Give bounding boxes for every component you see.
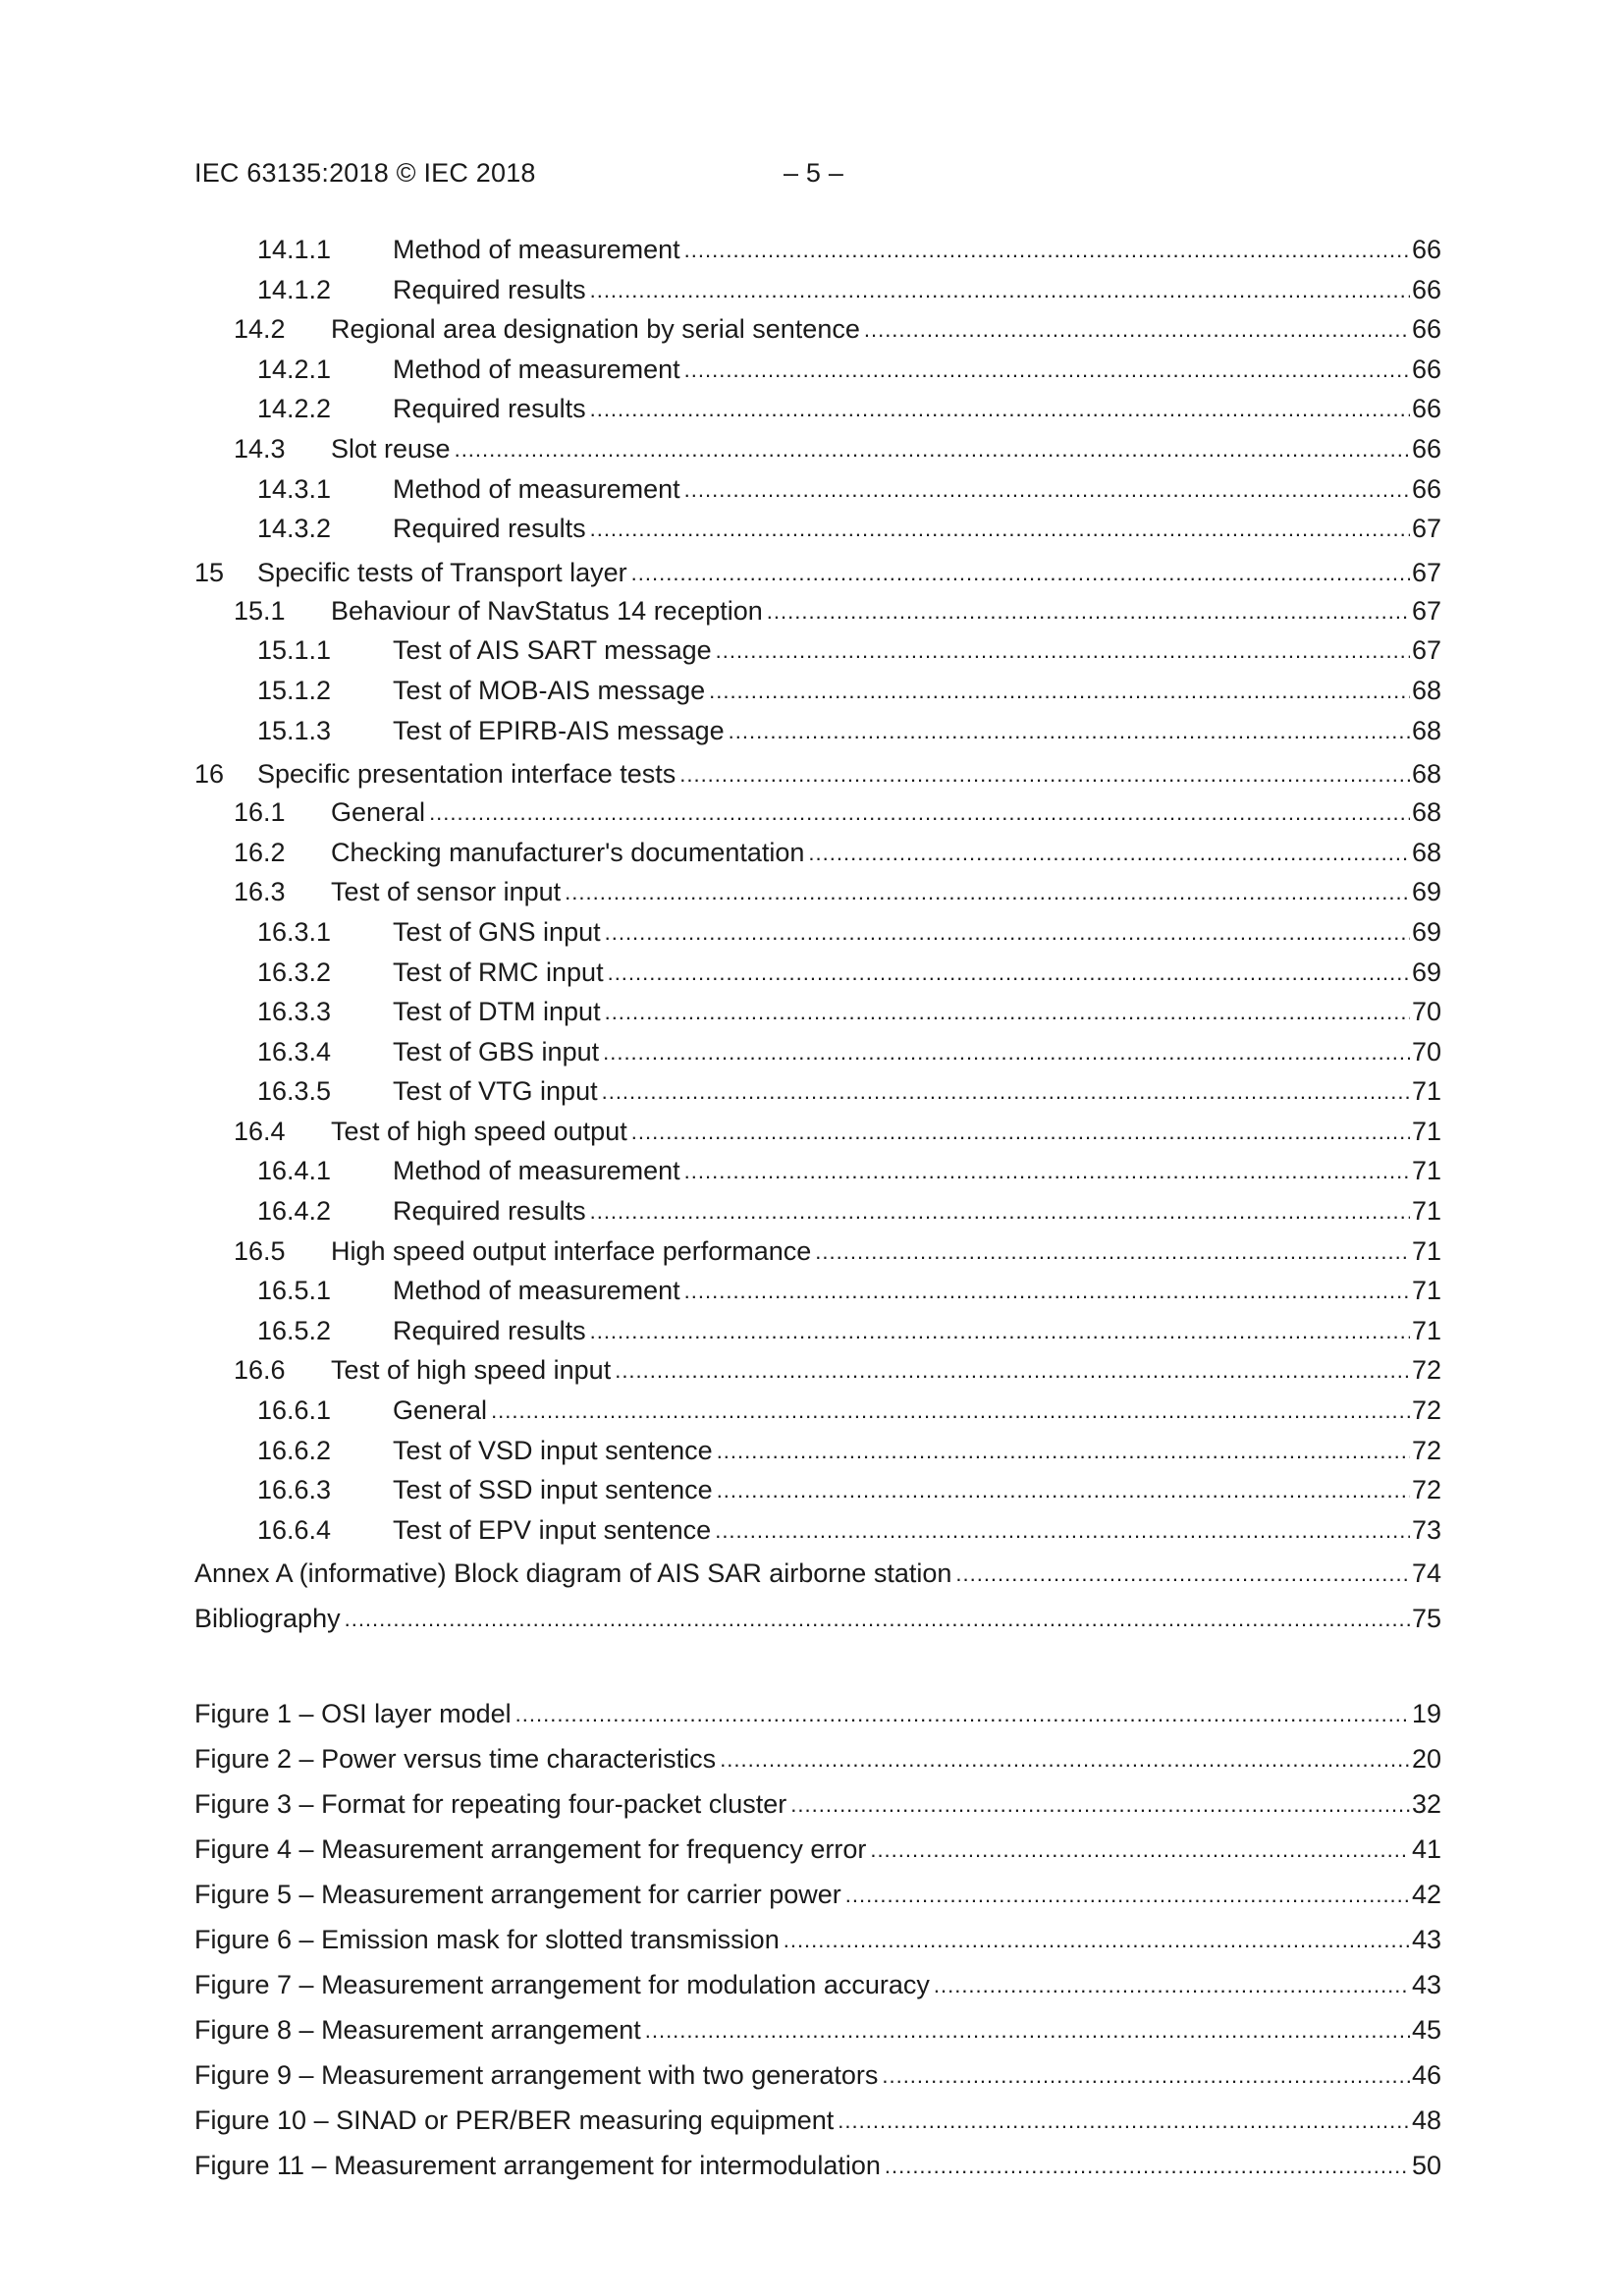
toc-entry[interactable]: [194, 230, 1441, 270]
figure-title: Figure 3 – Format for repeating four-packet cluster: [194, 1789, 787, 1819]
dot-leader: [605, 918, 1410, 944]
toc-entry[interactable]: [194, 872, 1441, 912]
toc-entry-number: 16.6: [234, 1355, 286, 1386]
toc-entry[interactable]: [194, 591, 1441, 631]
dot-leader: [590, 276, 1410, 301]
toc-entry[interactable]: [194, 350, 1441, 390]
toc-entry-page: 69: [1411, 877, 1441, 907]
toc-entry[interactable]: [194, 953, 1441, 993]
dot-leader: [631, 559, 1410, 584]
toc-entry-number: 14.2.1: [257, 354, 332, 384]
toc-entry-title: High speed output interface performance: [331, 1235, 812, 1266]
dot-leader: [608, 958, 1410, 984]
dot-leader: [684, 1277, 1410, 1302]
toc-entry-title: Test of MOB-AIS message: [393, 675, 706, 705]
toc-entry-title: Method of measurement: [393, 473, 680, 504]
figure-title: Figure 4 – Measurement arrangement for frequency error: [194, 1834, 867, 1864]
toc-entry-title: Annex A (informative) Block diagram of AIS SAR airborne station: [194, 1558, 952, 1589]
figure-page: 43: [1411, 1925, 1441, 1954]
toc-entry-number: 16.5.2: [257, 1315, 332, 1345]
toc-entry-title: Test of VSD input sentence: [393, 1435, 713, 1465]
toc-entry-title: Regional area designation by serial sentence: [331, 314, 860, 345]
toc-entry-number: 16.3.3: [257, 997, 332, 1027]
toc-entry[interactable]: [194, 750, 1441, 793]
dot-leader: [645, 2016, 1410, 2042]
toc-entry-title: Specific tests of Transport layer: [257, 557, 627, 587]
figure-list-entry[interactable]: [194, 1736, 1441, 1781]
toc-entry-title: Test of GBS input: [393, 1036, 600, 1066]
toc-entry-number: 16.3: [234, 877, 286, 907]
toc-entry-page: 73: [1411, 1514, 1441, 1545]
dot-leader: [684, 475, 1410, 501]
table-of-contents: [194, 230, 1441, 1639]
dot-leader: [882, 2061, 1410, 2087]
toc-entry[interactable]: [194, 270, 1441, 310]
toc-entry-page: 71: [1411, 1116, 1441, 1146]
toc-entry-title: Method of measurement: [393, 235, 680, 264]
toc-entry-number: 16.3.2: [257, 957, 332, 987]
toc-entry-page: 68: [1411, 675, 1441, 705]
figure-title: Figure 1 – OSI layer model: [194, 1699, 512, 1728]
toc-entry-title: Required results: [393, 394, 586, 424]
figure-page: 19: [1411, 1699, 1441, 1728]
toc-entry-number: 14.3.1: [257, 473, 332, 504]
toc-entry[interactable]: [194, 1191, 1441, 1231]
dot-leader: [684, 355, 1410, 381]
toc-entry-title: Required results: [393, 1196, 586, 1227]
toc-entry[interactable]: [194, 469, 1441, 510]
figure-list-entry[interactable]: [194, 1691, 1441, 1736]
toc-entry-title: Test of sensor input: [331, 877, 562, 907]
toc-entry-number: 14.3.2: [257, 514, 332, 544]
toc-entry-page: 69: [1411, 916, 1441, 947]
toc-entry-title: Behaviour of NavStatus 14 reception: [331, 595, 763, 626]
dot-leader: [808, 839, 1410, 864]
toc-entry[interactable]: [194, 833, 1441, 873]
figure-list-entry[interactable]: [194, 1872, 1441, 1917]
toc-entry-annex[interactable]: [194, 1550, 1441, 1594]
figure-title: Figure 8 – Measurement arrangement: [194, 2015, 641, 2045]
dot-leader: [605, 998, 1410, 1023]
dot-leader: [715, 1516, 1410, 1542]
dot-leader: [515, 1700, 1410, 1725]
toc-entry[interactable]: [194, 1071, 1441, 1112]
toc-entry[interactable]: [194, 1231, 1441, 1272]
dot-leader: [590, 1317, 1410, 1342]
toc-entry[interactable]: [194, 1470, 1441, 1510]
toc-entry-page: 71: [1411, 1235, 1441, 1266]
toc-entry[interactable]: [194, 1391, 1441, 1431]
toc-entry-page: 74: [1411, 1558, 1441, 1589]
toc-entry-title: Required results: [393, 1315, 586, 1345]
dot-leader: [679, 760, 1410, 786]
dot-leader: [709, 677, 1410, 702]
dot-leader: [717, 1437, 1410, 1462]
toc-entry-title: Test of GNS input: [393, 916, 601, 947]
figure-page: 43: [1411, 1970, 1441, 1999]
toc-entry[interactable]: [194, 1032, 1441, 1072]
toc-entry-page: 68: [1411, 837, 1441, 867]
dot-leader: [455, 435, 1410, 461]
toc-entry-title: Method of measurement: [393, 1276, 680, 1306]
page-header: [194, 155, 1441, 191]
toc-entry-number: 15.1.1: [257, 635, 332, 666]
toc-entry-page: 71: [1411, 1276, 1441, 1306]
toc-entry-page: 66: [1411, 354, 1441, 384]
toc-entry-page: 71: [1411, 1156, 1441, 1186]
toc-entry[interactable]: [194, 793, 1441, 833]
toc-entry[interactable]: [194, 1112, 1441, 1152]
toc-entry-title: Test of DTM input: [393, 997, 601, 1027]
toc-entry-title: Test of RMC input: [393, 957, 604, 987]
toc-entry-title: Checking manufacturer's documentation: [331, 837, 805, 867]
dot-leader: [602, 1077, 1410, 1103]
toc-entry-page: 66: [1411, 433, 1441, 464]
figure-title: Figure 5 – Measurement arrangement for carrier power: [194, 1880, 841, 1909]
toc-entry-page: 72: [1411, 1355, 1441, 1386]
toc-entry-number: 14.2: [234, 314, 286, 345]
figure-list-entry[interactable]: [194, 1781, 1441, 1827]
dot-leader: [720, 1745, 1410, 1771]
toc-entry-page: 69: [1411, 957, 1441, 987]
dot-leader: [345, 1605, 1410, 1630]
figure-list-entry[interactable]: [194, 2098, 1441, 2143]
figure-list-entry[interactable]: [194, 1827, 1441, 1872]
toc-entry-title: Test of EPV input sentence: [393, 1514, 712, 1545]
toc-entry-page: 67: [1411, 595, 1441, 626]
toc-entry[interactable]: [194, 1151, 1441, 1191]
toc-entry-title: Specific presentation interface tests: [257, 759, 676, 790]
toc-entry-number: 16.4.2: [257, 1196, 332, 1227]
figure-page: 32: [1411, 1789, 1441, 1819]
dot-leader: [631, 1118, 1410, 1143]
dot-leader: [684, 1157, 1410, 1182]
toc-entry-page: 66: [1411, 274, 1441, 304]
toc-entry-bibliography[interactable]: [194, 1594, 1441, 1639]
toc-entry-number: 16.6.2: [257, 1435, 332, 1465]
toc-entry-page: 72: [1411, 1395, 1441, 1426]
toc-entry[interactable]: [194, 992, 1441, 1032]
toc-entry-page: 67: [1411, 635, 1441, 666]
figure-page: 48: [1411, 2105, 1441, 2135]
dot-leader: [838, 2106, 1410, 2132]
toc-entry-page: 71: [1411, 1076, 1441, 1107]
list-of-figures: [194, 1691, 1441, 2188]
dot-leader: [784, 1926, 1410, 1951]
dot-leader: [885, 2152, 1410, 2177]
toc-entry-title: Test of VTG input: [393, 1076, 598, 1107]
toc-entry-title: Required results: [393, 514, 586, 544]
dot-leader: [815, 1237, 1410, 1263]
toc-entry-title: General: [393, 1395, 488, 1426]
toc-entry-title: Test of EPIRB-AIS message: [393, 715, 725, 745]
toc-entry[interactable]: [194, 389, 1441, 429]
toc-entry[interactable]: [194, 1271, 1441, 1311]
figure-list-entry[interactable]: [194, 1917, 1441, 1962]
toc-entry-number: 16.3.1: [257, 916, 332, 947]
dot-leader: [729, 717, 1410, 742]
toc-entry-page: 67: [1411, 514, 1441, 544]
toc-entry-number: 16.2: [234, 837, 286, 867]
toc-entry-number: 15.1: [234, 595, 286, 626]
dot-leader: [955, 1559, 1410, 1585]
toc-entry[interactable]: [194, 630, 1441, 671]
figure-title: Figure 11 – Measurement arrangement for intermodulation: [194, 2151, 881, 2180]
dot-leader: [870, 1835, 1410, 1861]
dot-leader: [429, 798, 1410, 824]
dot-leader: [767, 597, 1410, 623]
dot-leader: [716, 636, 1410, 662]
dot-leader: [934, 1971, 1410, 1996]
toc-entry-page: 66: [1411, 394, 1441, 424]
toc-entry-title: Test of AIS SART message: [393, 635, 712, 666]
toc-entry-number: 14.2.2: [257, 394, 332, 424]
dot-leader: [491, 1396, 1410, 1422]
toc-entry-page: 72: [1411, 1475, 1441, 1505]
toc-entry-page: 68: [1411, 715, 1441, 745]
dot-leader: [864, 315, 1410, 341]
toc-entry[interactable]: [194, 309, 1441, 350]
figure-title: Figure 6 – Emission mask for slotted transmission: [194, 1925, 780, 1954]
dot-leader: [565, 878, 1410, 903]
toc-entry-number: 15.1.2: [257, 675, 332, 705]
toc-entry-number: 16.4.1: [257, 1156, 332, 1186]
figure-page: 41: [1411, 1834, 1441, 1864]
toc-entry[interactable]: [194, 671, 1441, 711]
toc-entry-number: 14.1.1: [257, 235, 332, 264]
figure-page: 50: [1411, 2151, 1441, 2180]
toc-entry-title: Test of SSD input sentence: [393, 1475, 713, 1505]
dot-leader: [590, 1197, 1410, 1223]
toc-entry-page: 66: [1411, 314, 1441, 345]
document-id: IEC 63135:2018 © IEC 2018: [194, 158, 536, 188]
toc-entry-title: Required results: [393, 274, 586, 304]
toc-entry[interactable]: [194, 509, 1441, 549]
toc-entry-number: 14.3: [234, 433, 286, 464]
toc-entry-number: 16.6.4: [257, 1514, 332, 1545]
toc-entry-title: Method of measurement: [393, 1156, 680, 1186]
figure-title: Figure 9 – Measurement arrangement with two generators: [194, 2060, 879, 2090]
toc-entry-page: 70: [1411, 1036, 1441, 1066]
toc-entry-page: 66: [1411, 473, 1441, 504]
toc-entry-number: 16.6.1: [257, 1395, 332, 1426]
figure-page: 42: [1411, 1880, 1441, 1909]
toc-entry[interactable]: [194, 912, 1441, 953]
toc-entry-page: 66: [1411, 235, 1441, 264]
toc-entry-page: 67: [1411, 557, 1441, 587]
figure-list-entry[interactable]: [194, 2007, 1441, 2052]
toc-entry-title: Slot reuse: [331, 433, 451, 464]
toc-entry[interactable]: [194, 1350, 1441, 1391]
toc-entry-title: Test of high speed input: [331, 1355, 612, 1386]
toc-entry-title: Method of measurement: [393, 354, 680, 384]
toc-entry-title: Bibliography: [194, 1604, 341, 1634]
dot-leader: [590, 395, 1410, 420]
figure-title: Figure 7 – Measurement arrangement for modulation accuracy: [194, 1970, 930, 1999]
toc-entry-number: 15: [194, 557, 225, 587]
dot-leader: [845, 1881, 1410, 1906]
figure-page: 45: [1411, 2015, 1441, 2045]
toc-entry[interactable]: [194, 1431, 1441, 1471]
figure-title: Figure 10 – SINAD or PER/BER measuring equipment: [194, 2105, 835, 2135]
figure-title: Figure 2 – Power versus time characteristics: [194, 1744, 717, 1774]
toc-entry-page: 68: [1411, 759, 1441, 790]
toc-entry-title: Test of high speed output: [331, 1116, 627, 1146]
figure-page: 46: [1411, 2060, 1441, 2090]
toc-entry-page: 71: [1411, 1315, 1441, 1345]
toc-entry-number: 16.4: [234, 1116, 286, 1146]
toc-entry-page: 68: [1411, 797, 1441, 828]
toc-entry[interactable]: [194, 429, 1441, 469]
figure-page: 20: [1411, 1744, 1441, 1774]
toc-entry[interactable]: [194, 549, 1441, 591]
toc-entry-page: 71: [1411, 1196, 1441, 1227]
toc-entry-number: 16.6.3: [257, 1475, 332, 1505]
figure-list-entry[interactable]: [194, 1962, 1441, 2007]
dot-leader: [684, 236, 1410, 261]
toc-entry-number: 16.1: [234, 797, 286, 828]
toc-entry[interactable]: [194, 711, 1441, 751]
toc-entry-number: 16.5.1: [257, 1276, 332, 1306]
toc-entry-page: 72: [1411, 1435, 1441, 1465]
toc-entry-page: 70: [1411, 997, 1441, 1027]
page-number: – 5 –: [784, 158, 844, 188]
figure-list-entry[interactable]: [194, 2143, 1441, 2188]
toc-entry-number: 16: [194, 759, 225, 790]
dot-leader: [615, 1356, 1410, 1382]
toc-entry-number: 14.1.2: [257, 274, 332, 304]
dot-leader: [603, 1038, 1410, 1064]
toc-entry-number: 16.3.4: [257, 1036, 332, 1066]
toc-entry[interactable]: [194, 1311, 1441, 1351]
toc-entry[interactable]: [194, 1510, 1441, 1551]
figure-list-entry[interactable]: [194, 2052, 1441, 2098]
toc-entry-page: 75: [1411, 1604, 1441, 1634]
dot-leader: [790, 1790, 1410, 1816]
dot-leader: [717, 1476, 1410, 1502]
toc-entry-number: 16.5: [234, 1235, 286, 1266]
dot-leader: [590, 515, 1410, 540]
toc-entry-number: 15.1.3: [257, 715, 332, 745]
toc-entry-number: 16.3.5: [257, 1076, 332, 1107]
toc-entry-title: General: [331, 797, 426, 828]
